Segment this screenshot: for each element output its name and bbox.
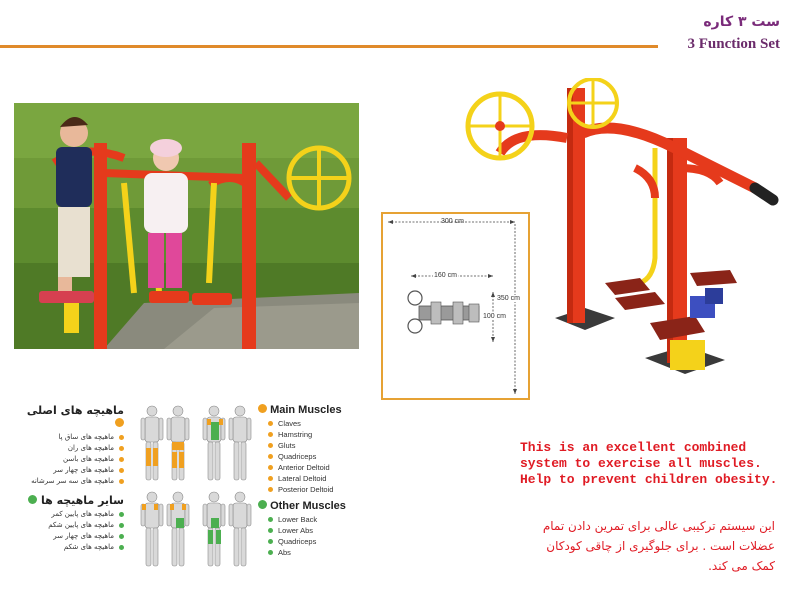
- inner-height-label: 100 cm: [483, 313, 506, 320]
- list-item: ماهیچه های سه سر سرشانه: [20, 476, 124, 487]
- main-muscles-list-fa: [20, 432, 124, 487]
- description-line: This is an excellent combined: [520, 440, 747, 455]
- list-item: Claves: [268, 418, 388, 429]
- green-dot-icon: [258, 500, 267, 509]
- list-item: Abs: [268, 547, 388, 558]
- inner-width-label: 160 cm: [434, 272, 457, 279]
- other-muscles-fa-section: [20, 494, 124, 553]
- list-item: Lower Back: [268, 514, 388, 525]
- other-muscles-list-fa: [20, 509, 124, 553]
- other-muscles-en-section: [258, 500, 388, 558]
- orange-dot-icon: [258, 404, 267, 413]
- other-muscles-list: [268, 514, 388, 558]
- main-muscles-heading-fa: ماهیچه های اصلی: [20, 404, 124, 430]
- main-muscles-figures: [136, 404, 258, 484]
- list-item: ماهیچه های چهار سر: [20, 531, 124, 542]
- other-muscles-heading-fa: سایر ماهیچه ها: [20, 494, 124, 507]
- title-persian: ست ۳ کاره: [703, 14, 780, 30]
- description-line: Help to prevent children obesity.: [520, 472, 778, 487]
- description-english: [520, 440, 778, 488]
- list-item: Lateral Deltoid: [268, 473, 388, 484]
- main-muscles-fa-section: [20, 404, 124, 487]
- list-item: ماهیچه های ساق پا: [20, 432, 124, 443]
- height-label: 350 cm: [497, 295, 520, 302]
- list-item: Gluts: [268, 440, 388, 451]
- green-dot-icon: [28, 495, 37, 504]
- list-item: ماهیچه های ران: [20, 443, 124, 454]
- list-item: ماهیچه های چهار سر: [20, 465, 124, 476]
- description-line: system to exercise all muscles.: [520, 456, 762, 471]
- list-item: Quadriceps: [268, 451, 388, 462]
- list-item: ماهیچه های پایین کمر: [20, 509, 124, 520]
- list-item: ماهیچه های شکم: [20, 542, 124, 553]
- width-label: 300 cm: [441, 218, 464, 225]
- description-persian: [525, 516, 775, 576]
- title-english: 3 Function Set: [687, 36, 780, 52]
- other-muscles-figures: [136, 490, 258, 570]
- description-line: عضلات است . برای جلوگیری از چاقی کودکان: [546, 539, 775, 553]
- list-item: Quadriceps: [268, 536, 388, 547]
- list-item: Anterior Deltoid: [268, 462, 388, 473]
- orange-dot-icon: [115, 418, 124, 427]
- equipment-illustration: [455, 78, 795, 388]
- description-line: کمک می کند.: [708, 559, 775, 573]
- list-item: Posterior Deltoid: [268, 484, 388, 495]
- list-item: Hamstring: [268, 429, 388, 440]
- header-rule: [0, 45, 658, 48]
- list-item: ماهیچه های باسن: [20, 454, 124, 465]
- children-photo: [14, 103, 359, 349]
- main-muscles-list: [268, 418, 388, 495]
- list-item: ماهیچه های پایین شکم: [20, 520, 124, 531]
- other-muscles-heading: Other Muscles: [258, 500, 388, 512]
- description-line: این سیستم ترکیبی عالی برای تمرین دادن تمام: [542, 519, 775, 533]
- list-item: Lower Abs: [268, 525, 388, 536]
- main-muscles-en-section: [258, 404, 388, 495]
- main-muscles-heading: Main Muscles: [258, 404, 388, 416]
